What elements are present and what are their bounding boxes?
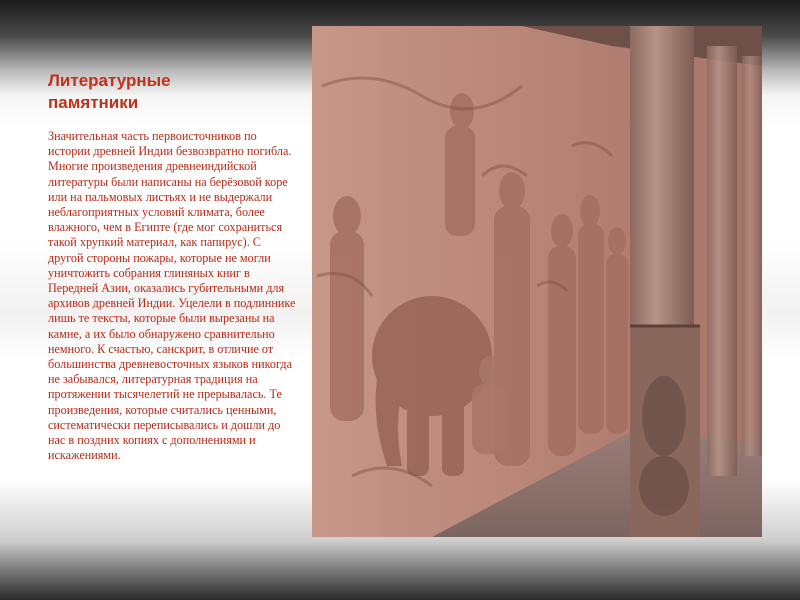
slide-title [48,70,298,114]
slide-title-line-2: памятники [48,93,139,112]
slide-title-line-1: Литературные [48,71,171,90]
slide-body-text: Значительная часть первоисточников по истории древней Индии безвозвратно погибла. Многие произведения древнеиндийской литературы были написаны на берёзовой коре или на пальмовых листьях и не выдержали неблагоприятных условий климата, более влажного, чем в Египте (где мог сохраниться такой хрупкий материал, как папирус). С другой стороны пожары, которые не могли уничтожить собрания глиняных книг в Передней Азии, оказались губительными для архивов древней Индии. Уцелели в подлиннике лишь те тексты, которые были вырезаны на камне, а их было обнаружено сравнительно немного. К счастью, санскрит, в отличие от большинства древневосточных языков никогда не забывался, литературная традиция на протяжении тысячелетий не прерывалась. Те произведения, которые считались ценными, систематически переписывались и дошли до нас в поздних копиях с дополнениями и искажениями. [48,129,296,463]
temple-relief-photo [312,26,762,537]
